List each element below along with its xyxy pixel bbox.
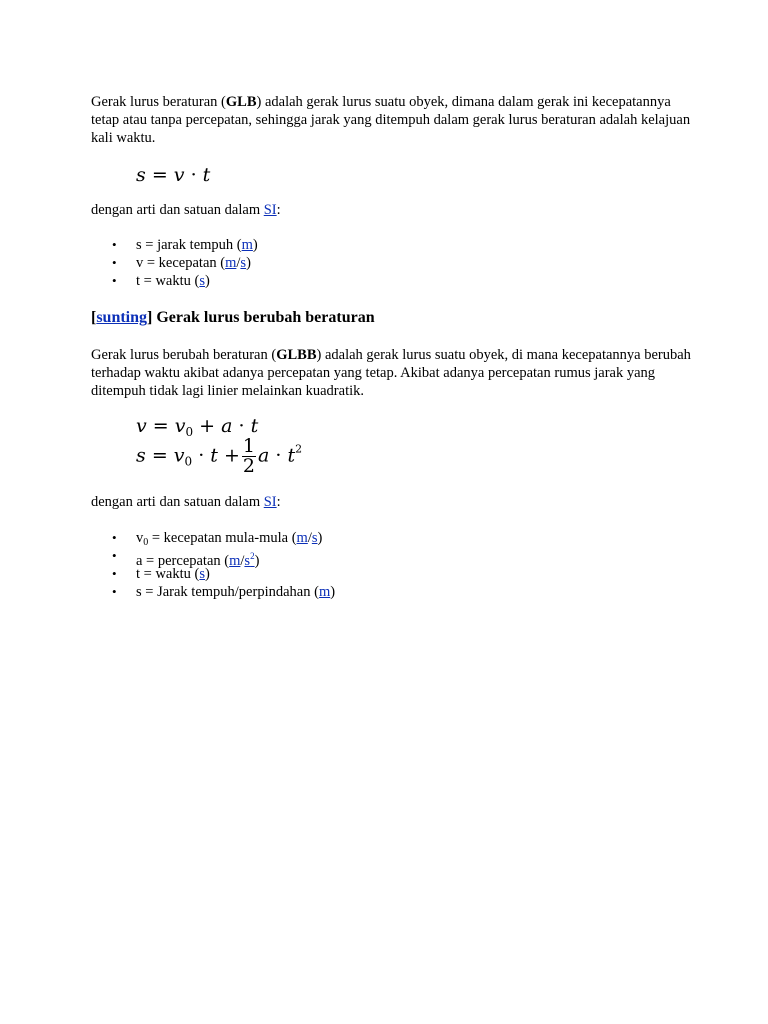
item-close: ) [246, 255, 251, 271]
eq2-plus: + [199, 415, 216, 437]
list-item [91, 583, 335, 601]
eq2-v: v [136, 415, 147, 437]
glbb-paragraph [91, 346, 691, 400]
units-intro-2 [91, 493, 691, 511]
eq2-v0: v [174, 415, 186, 437]
item-text: t = waktu ( [136, 566, 200, 582]
eq3-dot2: · [275, 444, 282, 467]
unit-sep: / [236, 255, 241, 271]
unit-link-s[interactable]: s [240, 255, 247, 271]
item-text: s = Jarak tempuh/perpindahan ( [136, 584, 319, 600]
unit-link-m[interactable]: m [296, 530, 308, 546]
list-item [91, 547, 335, 569]
item-text: = kecepatan mula-mula ( [148, 530, 297, 546]
eq1-dot: · [190, 164, 197, 186]
unit-s: s [244, 553, 251, 569]
eq1-t: t [202, 164, 211, 186]
eq3-s: s [136, 444, 146, 467]
units-colon: : [276, 202, 281, 218]
var-v: v [136, 530, 144, 546]
units-intro-1 [91, 201, 691, 219]
eq1-v: v [173, 164, 185, 186]
list-item [91, 236, 258, 254]
eq2-a: a [221, 415, 233, 437]
item-close: ) [317, 530, 323, 546]
fraction-half [242, 437, 256, 476]
item-text: s = jarak tempuh ( [136, 237, 242, 253]
bracket-close: ] [147, 309, 153, 326]
unit-sep: / [307, 530, 312, 546]
unit-sep: / [240, 553, 245, 569]
glbb-text-1: Gerak lurus berubah beraturan ( [91, 347, 277, 363]
si-link[interactable]: SI [263, 494, 277, 510]
edit-link-sunting[interactable]: sunting [96, 309, 148, 326]
equation-glb [136, 166, 210, 184]
eq3-plus: + [223, 444, 240, 467]
item-close: ) [205, 566, 210, 582]
intro-term-glb: GLB [225, 94, 257, 110]
eq3-sub: 0 [184, 454, 193, 469]
unit-link-s[interactable]: s [311, 530, 318, 546]
units-text: dengan arti dan satuan dalam [91, 202, 264, 218]
eq1-s: s [136, 164, 146, 186]
units-colon: : [276, 494, 281, 510]
eq3-dot1: · [198, 444, 205, 467]
item-close: ) [330, 584, 336, 600]
item-text: a = percepatan ( [136, 553, 230, 569]
item-close: ) [205, 273, 210, 289]
glbb-term: GLBB [276, 347, 317, 363]
eq2-dot: · [238, 415, 245, 437]
section-heading-glbb [91, 309, 375, 327]
intro-paragraph [91, 93, 691, 147]
intro-text-1: Gerak lurus beraturan ( [91, 94, 226, 110]
units-text: dengan arti dan satuan dalam [91, 494, 264, 510]
glbb-text-2: ) adalah gerak lurus suatu obyek, di mana kecepatannya berubah terhadap waktu akibat adanya percepatan yang tetap. Akibat adanya percepatan rumus jarak yang ditempuh tidak lagi linier melainkan kuadratik. [91, 347, 691, 399]
item-text: t = waktu ( [136, 273, 200, 289]
frac-den: 2 [242, 455, 255, 477]
eq2-t: t [250, 415, 259, 437]
item-close: ) [254, 553, 260, 569]
list-item [91, 272, 258, 290]
item-text: v = kecepatan ( [136, 255, 226, 271]
eq3-t2: t [287, 444, 296, 467]
unit-link-m[interactable]: m [241, 237, 253, 253]
equation-distance [136, 437, 302, 476]
unit-exp: 2 [250, 551, 255, 561]
intro-text-2: ) adalah gerak lurus suatu obyek, dimana dalam gerak ini kecepatannya tetap atau tanpa percepatan, sehingga jarak yang ditempuh dalam gerak lurus beraturan adalah kelajuan kali waktu. [91, 94, 691, 146]
var-sub: 0 [143, 537, 149, 548]
list-item [91, 565, 335, 583]
eq2-sub: 0 [185, 425, 194, 439]
unit-link-s[interactable]: s [199, 273, 206, 289]
eq3-v0: v [173, 444, 185, 467]
si-link[interactable]: SI [263, 202, 277, 218]
eq2-equals: = [152, 415, 169, 437]
unit-link-m[interactable]: m [229, 553, 241, 569]
unit-link-m[interactable]: m [318, 584, 331, 600]
list-item [91, 529, 335, 547]
section-title: Gerak lurus berubah beraturan [152, 309, 375, 326]
eq3-exp: 2 [295, 442, 303, 456]
item-close: ) [252, 237, 258, 253]
eq1-equals: = [151, 164, 168, 186]
eq3-t: t [210, 444, 218, 467]
variable-list-glbb [91, 529, 335, 601]
unit-link-m[interactable]: m [225, 255, 237, 271]
bracket-open: [ [91, 309, 97, 326]
frac-num: 1 [242, 435, 255, 457]
list-item [91, 254, 258, 272]
unit-link-s[interactable]: s [199, 566, 206, 582]
eq3-equals: = [151, 444, 168, 467]
variable-list-glb [91, 236, 258, 290]
eq3-a: a [258, 444, 270, 467]
